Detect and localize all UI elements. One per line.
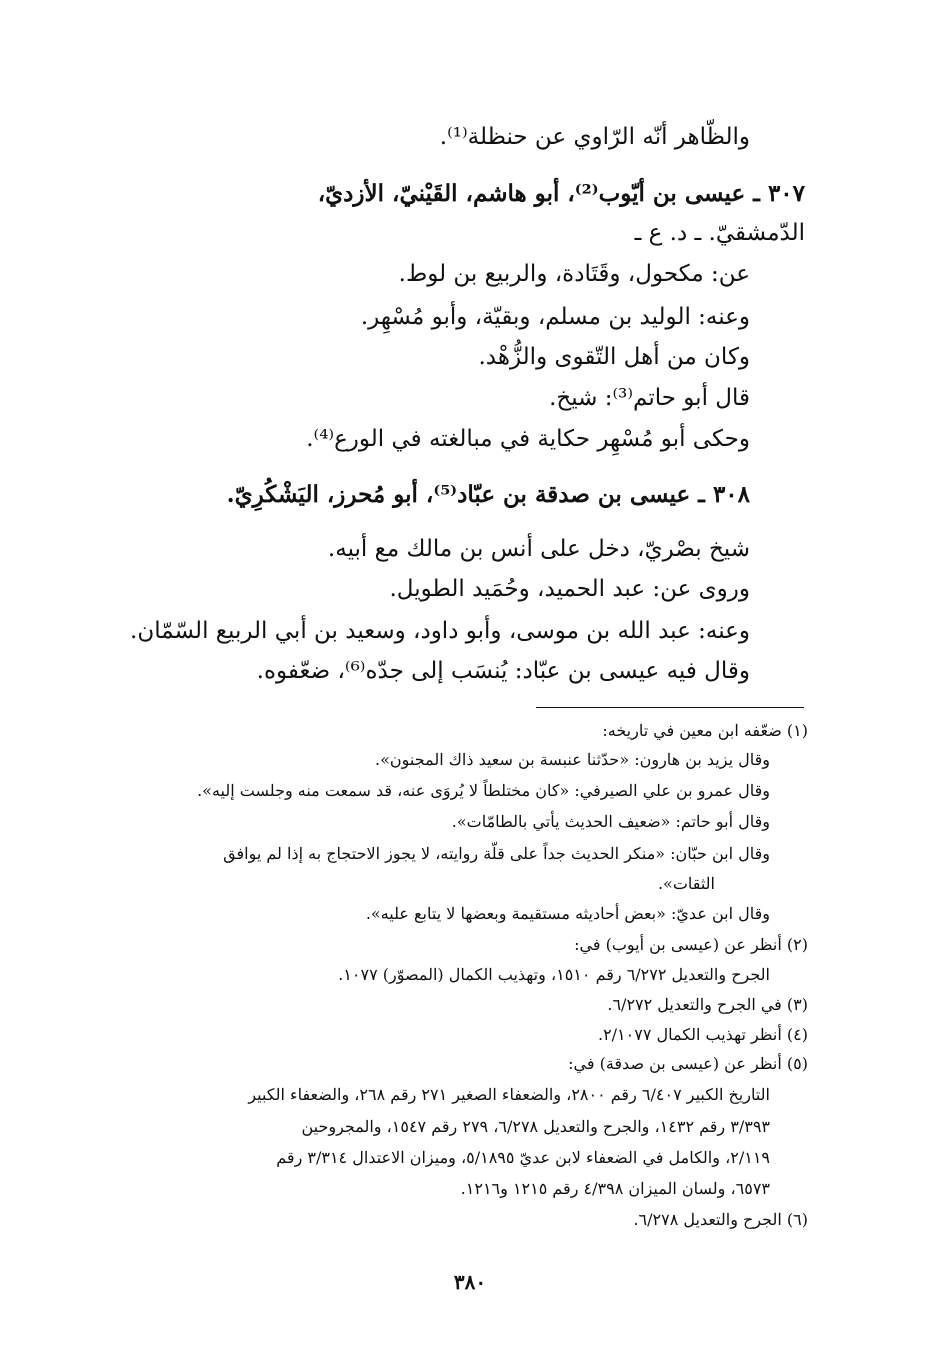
footnote-line: ٦٥٧٣، ولسان الميزان ٤/٣٩٨ رقم ١٢١٥ و١٢١٦.	[460, 1179, 770, 1198]
entry-307-heading: ٣٠٧ ـ عيسى بن أيّوب⁽²⁾، أبو هاشم، القَيْنيّ، الأزديّ،	[317, 180, 805, 207]
main-line: الدّمشقيّ. ـ د. ع ـ	[634, 220, 805, 246]
main-line: وعنه: الوليد بن مسلم، وبقيّة، وأبو مُسْهِر.	[360, 304, 750, 330]
main-line: وكان من أهل التّقوى والزُّهْد.	[478, 344, 750, 370]
footnote-line: التاريخ الكبير ٦/٤٠٧ رقم ٢٨٠٠، والضعفاء الصغير ٢٧١ رقم ٢٦٨، والضعفاء الكبير	[248, 1085, 770, 1104]
footnote-line: وقال ابن عديّ: «بعض أحاديثه مستقيمة وبعضها لا يتابع عليه».	[365, 904, 770, 923]
main-line: وحكى أبو مُسْهِر حكاية في مبالغته في الورع⁽⁴⁾.	[306, 426, 750, 452]
footnote-line: (٢) أنظر عن (عيسى بن أيوب) في:	[574, 935, 808, 954]
main-line: وروى عن: عبد الحميد، وحُمَيد الطويل.	[389, 576, 750, 602]
footnote-line: وقال أبو حاتم: «ضعيف الحديث يأتي بالطامّات».	[451, 812, 770, 831]
main-line: وقال فيه عيسى بن عبّاد: يُنسَب إلى جدّه⁽⁶⁾، ضعّفوه.	[256, 658, 750, 684]
footnote-separator	[536, 707, 804, 708]
footnote-line: الثقات».	[657, 874, 715, 893]
footnote-line: ٣/٣٩٣ رقم ١٤٣٢، والجرح والتعديل ٦/٢٧٨، ٢٧٩ رقم ١٥٤٧، والمجروحين	[301, 1117, 770, 1136]
footnote-line: الجرح والتعديل ٦/٢٧٢ رقم ١٥١٠، وتهذيب الكمال (المصوّر) ١٠٧٧.	[338, 965, 770, 984]
footnote-line: (٤) أنظر تهذيب الكمال ٢/١٠٧٧.	[597, 1025, 808, 1044]
main-line: والظّاهر أنّه الرّاوي عن حنظلة⁽¹⁾.	[439, 124, 750, 150]
footnote-line: (٣) في الجرح والتعديل ٦/٢٧٢.	[607, 995, 808, 1014]
entry-308-heading: ٣٠٨ ـ عيسى بن صدقة بن عبّاد⁽⁵⁾، أبو مُحرز، اليَشْكُرِيّ.	[226, 481, 750, 508]
footnote-line: (٦) الجرح والتعديل ٦/٢٧٨.	[633, 1210, 808, 1229]
page-number: ٣٨٠	[453, 1270, 487, 1294]
footnote-line: (٥) أنظر عن (عيسى بن صدقة) في:	[568, 1054, 808, 1073]
footnote-line: وقال ابن حبّان: «منكر الحديث جداً على قلّة روايته، لا يجوز الاحتجاج به إذا لم يوافق	[223, 844, 770, 863]
footnote-line: وقال يزيد بن هارون: «حدّثنا عنبسة بن سعيد ذاك المجنون».	[375, 750, 770, 769]
footnote-line: (١) ضعّفه ابن معين في تاريخه:	[602, 721, 808, 740]
main-line: قال أبو حاتم⁽³⁾: شيخ.	[549, 385, 750, 411]
main-line: عن: مكحول، وقَتَادة، والربيع بن لوط.	[398, 261, 750, 287]
main-line: شيخ بصْريّ، دخل على أنس بن مالك مع أبيه.	[327, 536, 750, 562]
footnote-line: ٢/١١٩، والكامل في الضعفاء لابن عديّ ٥/١٨٩٥، وميزان الاعتدال ٣/٣١٤ رقم	[276, 1148, 770, 1167]
main-line: وعنه: عبد الله بن موسى، وأبو داود، وسعيد بن أبي الربيع السّمّان.	[130, 618, 750, 644]
footnote-line: وقال عمرو بن علي الصيرفي: «كان مختلطاً لا يُروَى عنه، قد سمعت منه وجلست إليه».	[197, 781, 770, 800]
